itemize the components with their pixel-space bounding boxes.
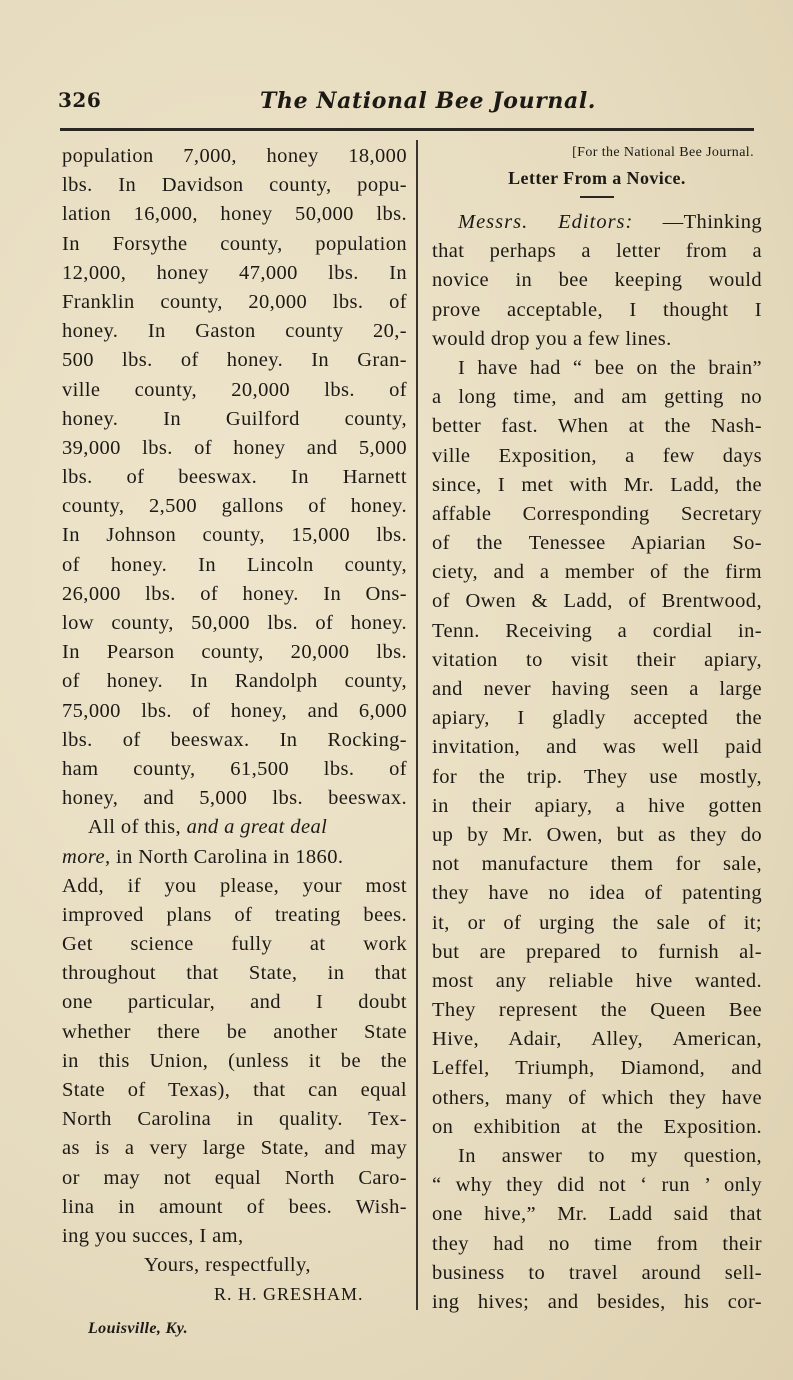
- text-line: 75,000 lbs. of honey, and 6,000: [62, 699, 407, 722]
- text-line: up by Mr. Owen, but as they do: [432, 823, 762, 846]
- text-line: ciety, and a member of the firm: [432, 561, 762, 584]
- text-line: of honey. In Lincoln county,: [62, 553, 407, 576]
- article-title: Letter From a Novice.: [508, 168, 686, 188]
- text-line: since, I met with Mr. Ladd, the: [432, 473, 762, 496]
- place-line: Louisville, Ky.: [88, 1319, 189, 1337]
- text-line: honey. In Gaston county 20,-: [62, 320, 407, 343]
- text-line: Hive, Adair, Alley, American,: [432, 1028, 762, 1051]
- text-line: They represent the Queen Bee: [432, 999, 762, 1022]
- text-line: lina in amount of bees. Wish-: [62, 1195, 407, 1218]
- italic-run: more,: [62, 845, 111, 868]
- text-line: honey. In Guilford county,: [62, 407, 407, 430]
- text-line: In Pearson county, 20,000 lbs.: [62, 641, 407, 664]
- text-line: of the Tenessee Apiarian So-: [432, 532, 762, 555]
- text-line: lbs. In Davidson county, popu-: [62, 174, 407, 197]
- text-run: in North Carolina in 1860.: [116, 845, 344, 868]
- left-column: [62, 142, 407, 1343]
- text-line: business to travel around sell-: [432, 1261, 762, 1284]
- text-line: 26,000 lbs. of honey. In Ons-: [62, 582, 407, 605]
- text-line: improved plans of treating bees.: [62, 903, 407, 926]
- text-line: lbs. of beeswax. In Harnett: [62, 466, 407, 489]
- text-line: prove acceptable, I thought I: [432, 298, 762, 321]
- text-line: for the trip. They use mostly,: [432, 765, 762, 788]
- page-number: 326: [58, 88, 102, 112]
- text-line: ville Exposition, a few days: [432, 444, 762, 467]
- text-line: Leffel, Triumph, Diamond, and: [432, 1057, 762, 1080]
- title-rule: [580, 196, 614, 198]
- text-line: ing you succes, I am,: [62, 1224, 244, 1247]
- text-line: honey, and 5,000 lbs. beeswax.: [62, 787, 407, 810]
- text-line: on exhibition at the Exposition.: [432, 1115, 762, 1138]
- text-line: in their apiary, a hive gotten: [432, 794, 762, 817]
- text-line: 12,000, honey 47,000 lbs. In: [62, 261, 407, 284]
- text-line: “ why they did not ‘ run ’ only: [432, 1174, 762, 1197]
- text-line: others, many of which they have: [432, 1086, 762, 1109]
- page-header: [58, 88, 758, 120]
- text-line: lbs. of beeswax. In Rocking-: [62, 728, 407, 751]
- text-line: Franklin county, 20,000 lbs. of: [62, 290, 407, 313]
- text-line: 500 lbs. of honey. In Gran-: [62, 349, 407, 372]
- text-line: invitation, and was well paid: [432, 736, 762, 759]
- salutation: Messrs. Editors:: [458, 211, 634, 233]
- text-line: population 7,000, honey 18,000: [62, 145, 407, 167]
- text-run: All of this,: [88, 816, 182, 839]
- text-line: one hive,” Mr. Ladd said that: [432, 1203, 762, 1226]
- closing-line: Yours, respectfully,: [144, 1254, 311, 1277]
- text-line: lation 16,000, honey 50,000 lbs.: [62, 203, 407, 226]
- text-line: they have no idea of patenting: [432, 882, 762, 905]
- text-line: In Johnson county, 15,000 lbs.: [62, 524, 407, 547]
- text-line: not manufacture them for sale,: [432, 853, 762, 876]
- text-run: —Thinking: [662, 211, 762, 233]
- text-line: ville county, 20,000 lbs. of: [62, 378, 407, 401]
- text-line: In answer to my question,: [458, 1145, 762, 1167]
- text-line: would drop you a few lines.: [432, 327, 672, 350]
- text-line: vitation to visit their apiary,: [432, 648, 762, 671]
- text-line: in this Union, (unless it be the: [62, 1049, 407, 1072]
- text-line: one particular, and I doubt: [62, 991, 407, 1014]
- text-line: of Owen & Ladd, of Brentwood,: [432, 590, 762, 613]
- text-line: Get science fully at work: [62, 933, 407, 956]
- text-line: Add, if you please, your most: [62, 874, 407, 897]
- text-line: North Carolina in quality. Tex-: [62, 1108, 407, 1131]
- text-line: as is a very large State, and may: [62, 1137, 407, 1160]
- text-line: better fast. When at the Nash-: [432, 415, 762, 438]
- text-line: [62, 843, 407, 872]
- column-divider: [416, 140, 418, 1310]
- text-line: low county, 50,000 lbs. of honey.: [62, 612, 407, 634]
- text-line: or may not equal North Caro-: [62, 1166, 407, 1189]
- text-line: In Forsythe county, population: [62, 232, 407, 255]
- text-line: that perhaps a letter from a: [432, 240, 762, 263]
- running-title: The National Bee Journal.: [260, 88, 597, 114]
- text-line: a long time, and am getting no: [432, 386, 762, 409]
- text-line: throughout that State, in that: [62, 962, 407, 985]
- text-line: ing hives; and besides, his cor-: [432, 1290, 762, 1313]
- text-line: 39,000 lbs. of honey and 5,000: [62, 436, 407, 459]
- text-line: Tenn. Receiving a cordial in-: [432, 619, 762, 642]
- text-line: they had no time from their: [432, 1232, 762, 1255]
- text-line: whether there be another State: [62, 1020, 407, 1043]
- text-line: it, or of urging the sale of it;: [432, 911, 762, 934]
- text-line: [62, 813, 407, 842]
- italic-run: and a great deal: [186, 816, 328, 839]
- text-line: [432, 208, 762, 237]
- text-line: most any reliable hive wanted.: [432, 969, 762, 992]
- source-note: [For the National Bee Journal.: [572, 145, 754, 160]
- text-line: county, 2,500 gallons of honey.: [62, 495, 407, 518]
- text-line: apiary, I gladly accepted the: [432, 707, 762, 730]
- text-line: of honey. In Randolph county,: [62, 670, 407, 693]
- text-line: and never having seen a large: [432, 678, 762, 700]
- text-line: novice in bee keeping would: [432, 269, 762, 292]
- text-line: ham county, 61,500 lbs. of: [62, 757, 407, 780]
- signature: R. H. GRESHAM.: [214, 1284, 364, 1305]
- text-line: affable Corresponding Secretary: [432, 502, 762, 525]
- text-line: I have had “ bee on the brain”: [458, 356, 762, 379]
- right-column: [432, 142, 762, 1317]
- text-line: State of Texas), that can equal: [62, 1079, 407, 1101]
- text-line: but are prepared to furnish al-: [432, 940, 762, 963]
- header-rule: [60, 128, 754, 131]
